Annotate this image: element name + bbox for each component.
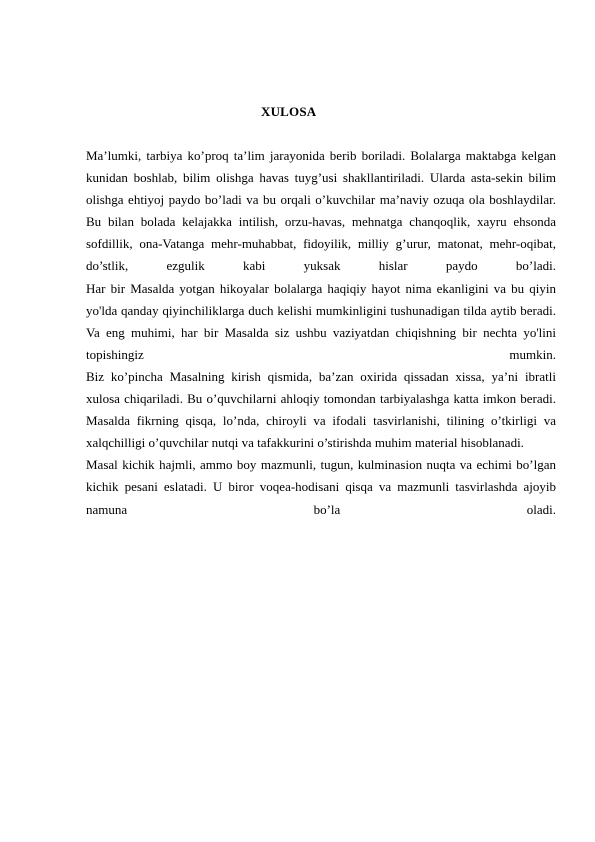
paragraph-4: Biz ko’pincha Masalning kirish qismida, ba’zan oxirida qissadan xissa, ya’ni ibratli xulosa chiqariladi. Bu o’quvchilarni ahloqiy tomondan tarbiyalashga katta imkon beradi.	[86, 368, 556, 407]
document-title: XULOSA	[261, 104, 317, 119]
document-body	[86, 145, 556, 521]
paragraph-1: Ma’lumki, tarbiya ko’proq ta’lim jarayonida berib boriladi. Bolalarga maktabga kelgan kunidan boshlab, bilim olishga havas tuyg’usi shakllantiriladi. Ularda asta-sekin bilim olishga ehtiyoj paydo bo’ladi va bu orqali o’kuvchilar ma’naviy ozuqa ola boshlaydilar.	[86, 148, 556, 208]
paragraph-3: Har bir Masalda yotgan hikoyalar bolalarga haqiqiy hayot nima ekanligini va bu qiyin yo'lda qanday qiyinchiliklarga duch kelishi mumkinligini tushunadigan tilda aytib beradi. Va eng muhimi, har bir Masalda siz ushbu vaziyatdan chiqishning bir nechta yo'lini topishingiz mumkin.	[86, 280, 556, 362]
paragraph-2: Bu bilan bolada kelajakka intilish, orzu-havas, mehnatga chanqoqlik, xayru ehsonda sofdillik, ona-Vatanga mehr-muhabbat, fidoyilik, milliy g’urur, matonat, mehr-oqibat, do’stlik, ezgulik kabi yuksak hislar paydo bo’ladi.	[86, 214, 556, 274]
paragraph-5: Masalda fikrning qisqa, lo’nda, chiroyli va ifodali tasvirlanishi, tilining o’tkirligi va xalqchilligi o’quvchilar nutqi va tafakkurini o’stirishda muhim material hisoblanadi.	[86, 413, 556, 451]
paragraph-6: Masal kichik hajmli, ammo boy mazmunli, tugun, kulminasion nuqta va echimi bo’lgan kichik pesani eslatadi. U biror voqea-hodisani qisqa va mazmunli tasvirlashda ajoyib namuna bo’la oladi.	[86, 457, 556, 517]
